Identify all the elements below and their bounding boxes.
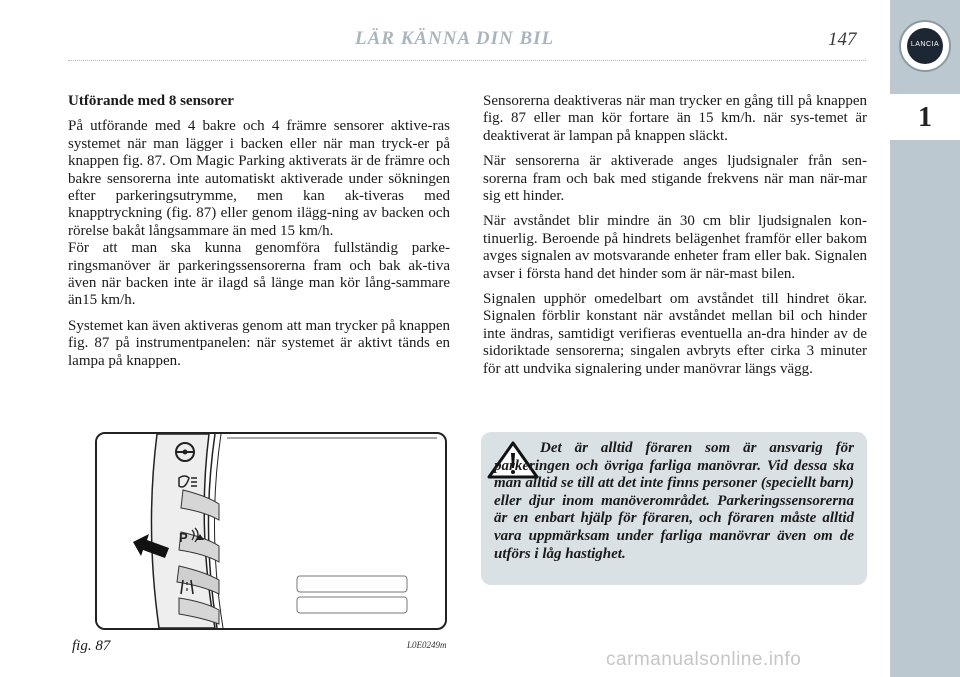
chapter-title: LÄR KÄNNA DIN BIL (355, 28, 555, 49)
body-paragraph: Systemet kan även aktiveras genom att man trycker på knappen fig. 87 på instrumentpanelen: när systemet är aktivt tänds en lampa på knappen. (68, 317, 450, 369)
figure-87-illustration (95, 432, 447, 630)
page-header (0, 0, 890, 68)
lancia-logo-icon (899, 20, 951, 72)
left-column (68, 93, 450, 378)
body-paragraph: När avståndet blir mindre än 30 cm blir ljudsignalen kon-tinuerlig. Beroende på hindrets belägenhet framför eller bakom avges signalen av motsvarande enheter fram eller bak. Signalen avser i första hand det hinder som är när-mast bilen. (483, 213, 867, 282)
body-paragraph: Sensorerna deaktiveras när man trycker en gång till på knappen fig. 87 eller man kör fortare än 15 km/h. när sys-temet är deaktiverat är lampan på knappen släckt. (483, 93, 867, 144)
page-number: 147 (828, 29, 857, 50)
figure-caption: fig. 87 (72, 638, 111, 654)
body-paragraph: Signalen upphör omedelbart om avståndet till hindret ökar. Signalen förblir konstant när avståndet mellan bil och hinder inte ändras, samtidigt verifieras eventuella an-dra hinder av de sidoriktade sensorerna; singalen avbryts efter cirka 3 minuter för att undvika signalering under manövrar längs vägg. (483, 291, 867, 377)
body-paragraph: På utförande med 4 bakre och 4 främre sensorer aktive-ras systemet när man lägger i backen eller när man tryck-er på knappen fig. 87. Om Magic Parking aktiverats är de främre och bakre sensorerna inte automatiskt aktiverade under sökningen efter parkeringsutrymme, men kan ak-tiveras med knapptryckning (fig. 87) eller genom ilägg-ning av backen och rörelse bakåt långsammare än med 15 km/h. (68, 118, 450, 239)
watermark-text: carmanualsonline.info (606, 649, 802, 670)
body-paragraph: För att man ska kunna genomföra fullständig parke-ringsmanöver är parkeringssensorerna fram och bak ak-tiva även när backen inte är ilagd så länge man kör lång-sammare än15 km/h. (68, 240, 450, 309)
warning-text: Det är alltid föraren som är ansvarig för parkeringen och övriga farliga manövrar. Vid dessa ska man alltid se till att det inte finns personer (speciellt barn) eller djur inom manöverområdet. Parkeringssensorerna är en enbart hjälp för föraren, och föraren måste alltid vara uppmärksam under farliga manövrar även om de utförs i låg hastighet. (494, 440, 854, 562)
section-heading: Utförande med 8 sensorer (68, 93, 234, 109)
header-divider (68, 60, 866, 61)
dashboard-button-panel (97, 434, 445, 628)
logo-shield (907, 28, 943, 64)
chapter-tab (890, 94, 960, 140)
body-paragraph: När sensorerna är aktiverade anges ljudsignaler från sen-sorerna fram och bak med stigande frekvens när man när-mar sig ett hinder. (483, 153, 867, 205)
chapter-number: 1 (918, 102, 932, 133)
figure-code: L0E0249m (407, 640, 447, 650)
logo-text: LANCIA (910, 41, 940, 48)
right-column (483, 93, 867, 386)
park-label: P (179, 530, 188, 545)
